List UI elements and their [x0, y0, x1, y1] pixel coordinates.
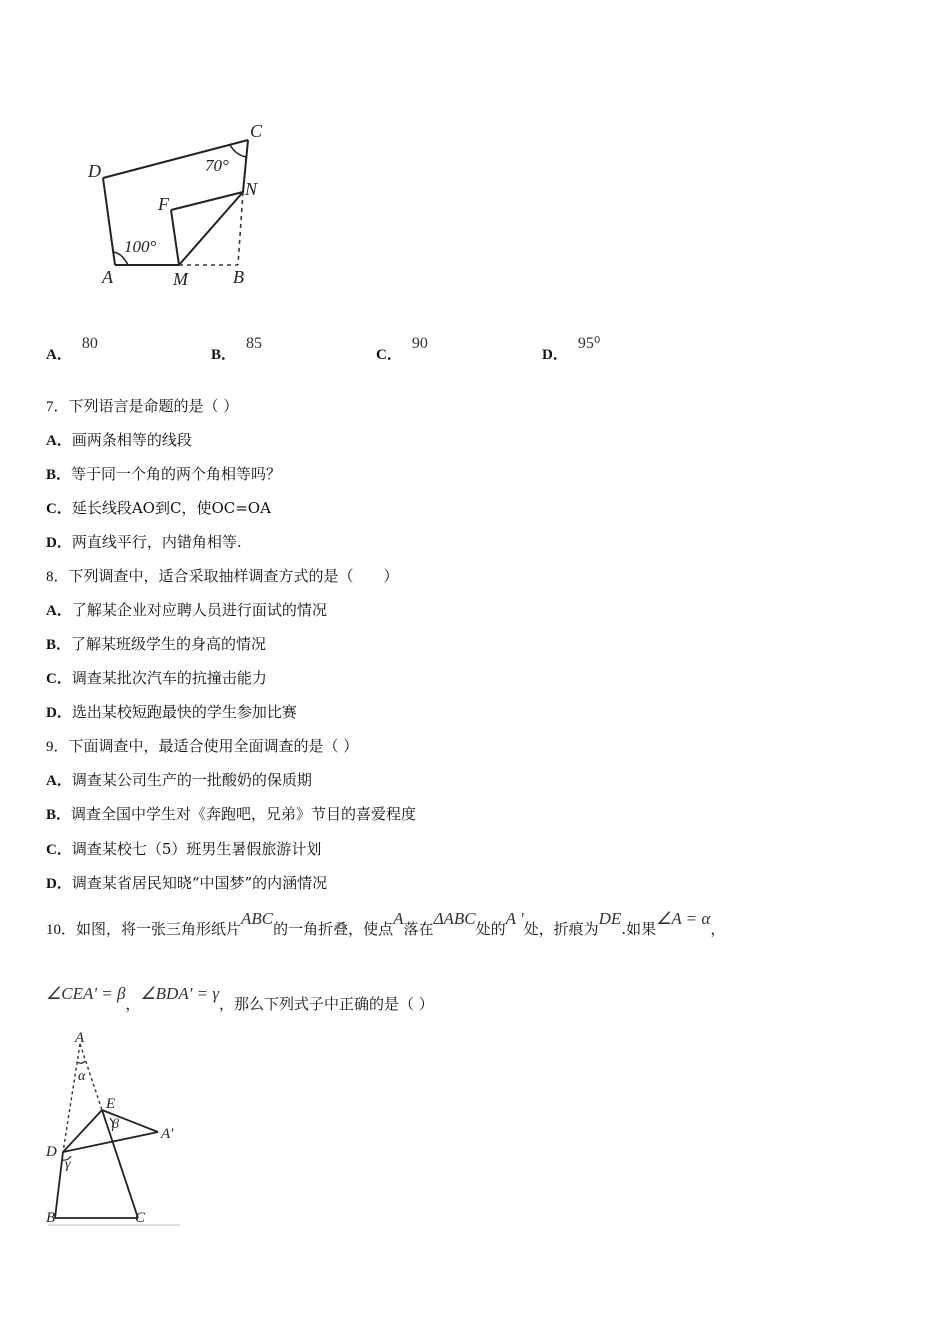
- q6-choice-a: A．80: [46, 335, 98, 363]
- label-E: E: [106, 1096, 116, 1112]
- label-M: M: [173, 269, 188, 289]
- math-a: A: [393, 909, 404, 928]
- math-a-prime: A ': [505, 909, 524, 928]
- q9-option-a: A．调查某公司生产的一批酸奶的保质期: [46, 771, 312, 789]
- q6-choice-b: B．85: [211, 335, 263, 363]
- segment-EC: [102, 1110, 138, 1218]
- segment-DB: [55, 1152, 63, 1218]
- math-angle-cea-beta: ∠CEA' = β: [46, 984, 126, 1003]
- label-F: F: [158, 194, 169, 214]
- q8-option-d: D．选出某校短跑最快的学生参加比赛: [46, 703, 297, 721]
- q6-choice-c: C．90: [376, 335, 428, 363]
- q10-stem-line1: 10．如图，将一张三角形纸片ABC的一角折叠，使点A落在ΔABC处的A '处，折痕为DE.如果∠A = α，: [46, 909, 726, 938]
- label-A-prime: A′: [161, 1126, 174, 1142]
- figure-quadrilateral-fold: [80, 115, 290, 295]
- angle-label-c: 70°: [205, 156, 229, 175]
- dashed-NB: [238, 192, 243, 265]
- angle-label-a: 100°: [124, 237, 157, 256]
- segment-FN: [171, 192, 243, 210]
- q7-option-b: B．等于同一个角的两个角相等吗？: [46, 465, 282, 483]
- segment-EA-prime: [102, 1110, 158, 1132]
- label-alpha: α: [78, 1069, 86, 1084]
- label-B: B: [233, 267, 244, 287]
- q9-option-b: B．调查全国中学生对《奔跑吧，兄弟》节目的喜爱程度: [46, 805, 417, 823]
- label-N: N: [245, 179, 258, 199]
- q8-option-c: C．调查某批次汽车的抗撞击能力: [46, 669, 267, 687]
- q9-option-d: D．调查某省居民知晓“中国梦”的内涵情况: [46, 874, 328, 892]
- label-D: D: [88, 161, 101, 181]
- figure-folded-triangle: [40, 1032, 190, 1232]
- q7-option-c: C．延长线段AO到C，使OC=OA: [46, 499, 271, 517]
- label-A: A: [102, 267, 113, 287]
- label-C: C: [250, 121, 263, 141]
- math-angle-bda-gamma: ∠BDA' = γ: [140, 984, 220, 1003]
- label-C: C: [135, 1210, 146, 1226]
- label-D: D: [46, 1144, 57, 1160]
- q6-choice-d: D．95⁰: [542, 335, 601, 363]
- label-B: B: [46, 1210, 56, 1226]
- q7-stem: 7．下列语言是命题的是（ ）: [46, 397, 239, 415]
- q7-option-a: A．画两条相等的线段: [46, 431, 192, 449]
- label-gamma: γ: [65, 1157, 71, 1172]
- math-angle-a-alpha: ∠A = α: [656, 909, 711, 928]
- q9-stem: 9．下面调查中，最适合使用全面调查的是（ ）: [46, 737, 359, 755]
- q8-option-b: B．了解某班级学生的身高的情况: [46, 635, 267, 653]
- q8-option-a: A．了解某企业对应聘人员进行面试的情况: [46, 601, 327, 619]
- math-triangle-abc: ΔABC: [433, 909, 476, 928]
- label-A: A: [75, 1032, 85, 1046]
- segment-MF: [171, 210, 179, 265]
- q9-option-c: C．调查某校七（5）班男生暑假旅游计划: [46, 840, 322, 858]
- angle-arc-alpha: [77, 1061, 85, 1063]
- segment-MN: [179, 192, 243, 265]
- q7-option-d: D．两直线平行，内错角相等.: [46, 533, 242, 551]
- q8-stem: 8．下列调查中，适合采取抽样调查方式的是（ ）: [46, 567, 399, 585]
- math-de: DE: [598, 909, 622, 928]
- q10-stem-line2: ∠CEA' = β，∠BDA' = γ，那么下列式子中正确的是（ ）: [46, 984, 434, 1013]
- label-beta: β: [112, 1117, 119, 1132]
- angle-arc-c: [230, 145, 246, 157]
- math-abc: ABC: [241, 909, 274, 928]
